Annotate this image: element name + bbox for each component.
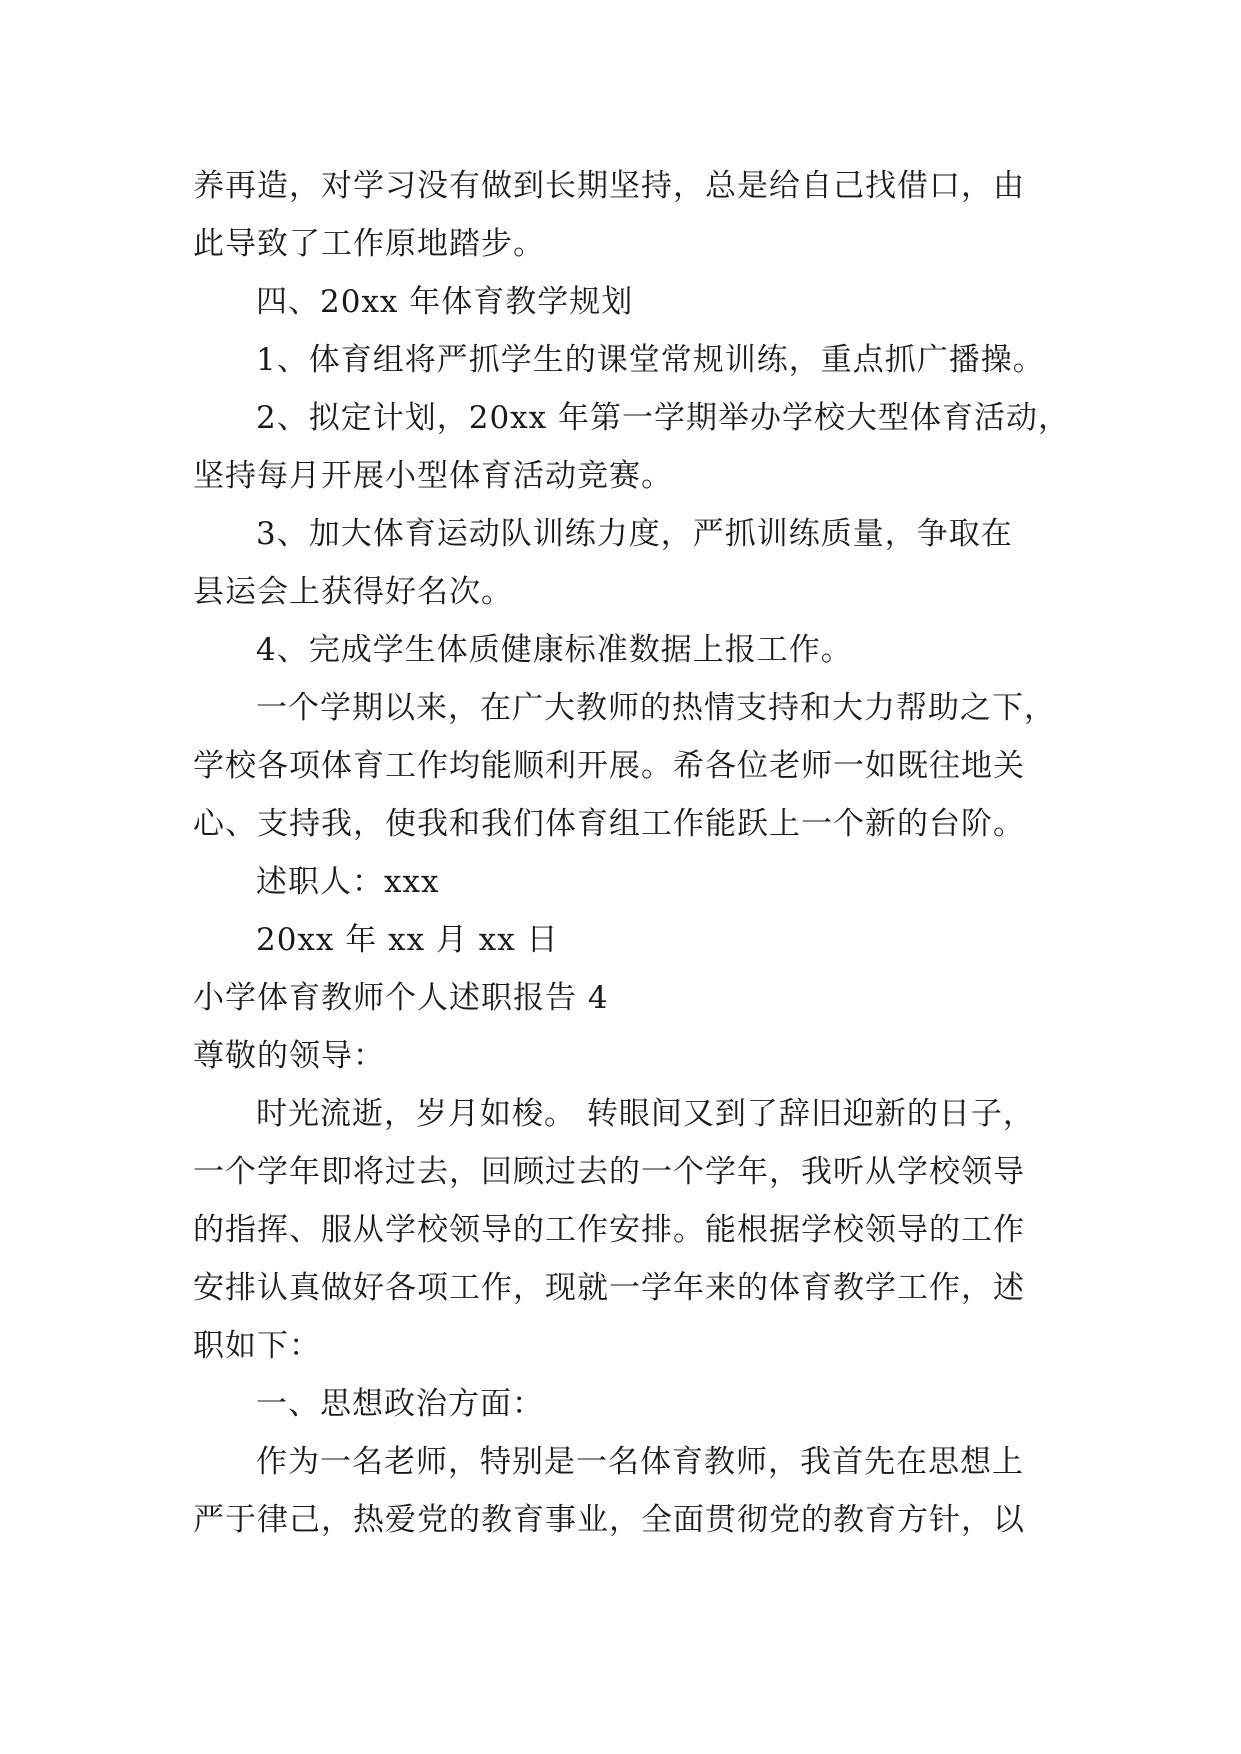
list-item: 4、完成学生体质健康标准数据上报工作。 bbox=[256, 632, 853, 668]
text-line: 的指挥、服从学校领导的工作安排。能根据学校领导的工作 bbox=[193, 1212, 1025, 1248]
section-heading: 一、思想政治方面： bbox=[256, 1386, 544, 1422]
section-heading: 四、20xx 年体育教学规划 bbox=[256, 284, 634, 320]
text-line: 心、支持我，使我和我们体育组工作能跃上一个新的台阶。 bbox=[193, 806, 1025, 842]
text-line: 严于律己，热爱党的教育事业，全面贯彻党的教育方针，以 bbox=[193, 1502, 1025, 1538]
report-title: 小学体育教师个人述职报告 4 bbox=[193, 980, 609, 1016]
salutation: 尊敬的领导： bbox=[193, 1038, 385, 1074]
list-item: 1、体育组将严抓学生的课堂常规训练，重点抓广播操。 bbox=[256, 342, 1045, 378]
paragraph-line: 时光流逝，岁月如梭。 转眼间又到了辞旧迎新的日子， bbox=[256, 1096, 1035, 1132]
paragraph-line: 作为一名老师，特别是一名体育教师，我首先在思想上 bbox=[256, 1444, 1024, 1480]
text-line: 安排认真做好各项工作，现就一学年来的体育教学工作，述 bbox=[193, 1270, 1025, 1306]
text-line: 学校各项体育工作均能顺利开展。希各位老师一如既往地关 bbox=[193, 748, 1025, 784]
date-line: 20xx 年 xx 月 xx 日 bbox=[256, 922, 559, 958]
signature-line: 述职人：xxx bbox=[256, 864, 440, 900]
text-line: 一个学年即将过去，回顾过去的一个学年，我听从学校领导 bbox=[193, 1154, 1025, 1190]
text-line: 此导致了工作原地踏步。 bbox=[193, 226, 545, 262]
text-line: 县运会上获得好名次。 bbox=[193, 574, 513, 610]
text-line: 养再造，对学习没有做到长期坚持，总是给自己找借口，由 bbox=[193, 168, 1025, 204]
text-line: 坚持每月开展小型体育活动竞赛。 bbox=[193, 458, 673, 494]
list-item: 2、拟定计划，20xx 年第一学期举办学校大型体育活动， bbox=[256, 400, 1070, 436]
text-line: 职如下： bbox=[193, 1328, 321, 1364]
list-item: 3、加大体育运动队训练力度，严抓训练质量，争取在 bbox=[256, 516, 1013, 552]
paragraph-line: 一个学期以来，在广大教师的热情支持和大力帮助之下， bbox=[256, 690, 1056, 726]
